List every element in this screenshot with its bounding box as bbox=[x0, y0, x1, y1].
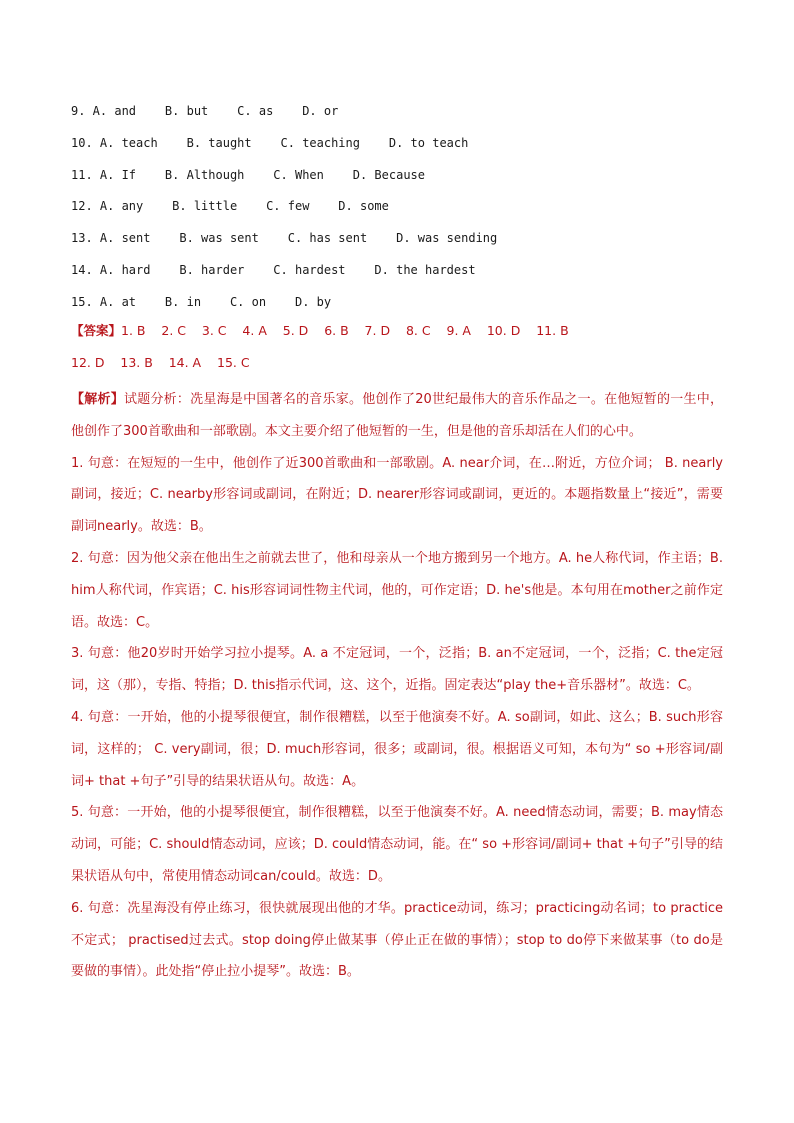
analysis-item-2: 2. 句意：因为他父亲在他出生之前就去世了，他和母亲从一个地方搬到另一个地方。A. he人称代词，作主语；B. him人称代词，作宾语；C. his形容词词性物主代词，他的，可作定语；D. he's他是。本句用在mother之前作定语。故选：C。 bbox=[71, 550, 723, 630]
option-line-14: 14. A. hard B. harder C. hardest D. the hardest bbox=[71, 262, 476, 277]
analysis-item-3: 3. 句意：他20岁时开始学习拉小提琴。A. a 不定冠词，一个，泛指；B. an不定冠词，一个，泛指；C. the定冠词，这（那），专指、特指；D. this指示代词，这、这个，近指。固定表达“play the+音乐器材”。故选：C。 bbox=[71, 646, 723, 694]
option-line-13: 13. A. sent B. was sent C. has sent D. was sending bbox=[71, 231, 498, 246]
analysis-intro bbox=[71, 384, 723, 448]
analysis-section bbox=[71, 384, 723, 988]
option-list bbox=[71, 100, 751, 323]
option-line-9: 9. A. and B. but C. as D. or bbox=[71, 104, 339, 118]
option-line-10: 10. A. teach B. taught C. teaching D. to teach bbox=[71, 135, 469, 150]
option-line-15: 15. A. at B. in C. on D. by bbox=[71, 294, 332, 309]
answer-line-1 bbox=[71, 320, 731, 352]
answer-line-2: 12. D 13. B 14. A 15. C bbox=[71, 354, 250, 370]
analysis-item-6: 6. 句意：冼星海没有停止练习，很快就展现出他的才华。practice动词，练习；practicing动名词；to practice不定式； practised过去式。stop doing停止做某事（停止正在做的事情）；stop to do停下来做某事（to do是要做的事情）。此处指“停止拉小提琴”。故选：B。 bbox=[71, 900, 723, 980]
answer-values-1: 1. B 2. C 3. C 4. A 5. D 6. B 7. D 8. C 9. A 10. D 11. B bbox=[121, 323, 569, 338]
analysis-item-4: 4. 句意：一开始，他的小提琴很便宜，制作很糟糕，以至于他演奏不好。A. so副词，如此、这么；B. such形容词，这样的； C. very副词，很；D. much形容词，很多；或副词，很。根据语义可知，本句为“ so +形容词/副词+ that +句子”引导的结果状语从句。故选：A。 bbox=[71, 709, 723, 789]
answer-section bbox=[71, 320, 731, 384]
answer-tag: 【答案】 bbox=[71, 323, 122, 338]
option-line-11: 11. A. If B. Although C. When D. Because bbox=[71, 167, 426, 182]
analysis-tag: 【解析】 bbox=[71, 392, 124, 407]
option-line-12: 12. A. any B. little C. few D. some bbox=[71, 199, 389, 214]
analysis-item-5: 5. 句意：一开始，他的小提琴很便宜，制作很糟糕，以至于他演奏不好。A. need情态动词，需要；B. may情态动词，可能；C. should情态动词，应该；D. could情态动词，能。在“ so +形容词/副词+ that +句子”引导的结果状语从句中，常使用情态动词can/could。故选：D。 bbox=[71, 805, 723, 884]
analysis-item-1: 1. 句意：在短短的一生中，他创作了近300首歌曲和一部歌剧。A. near介词，在…附近，方位介词； B. nearly副词，接近；C. nearby形容词或副词，在附近；D. nearer形容词或副词，更近的。本题指数量上“接近”，需要副词nearly。故选：B。 bbox=[71, 455, 723, 535]
analysis-intro-text: 试题分析：冼星海是中国著名的音乐家。他创作了20世纪最伟大的音乐作品之一。在他短暂的一生中，他创作了300首歌曲和一部歌剧。本文主要介绍了他短暂的一生，但是他的音乐却活在人们的心中。 bbox=[71, 392, 723, 439]
